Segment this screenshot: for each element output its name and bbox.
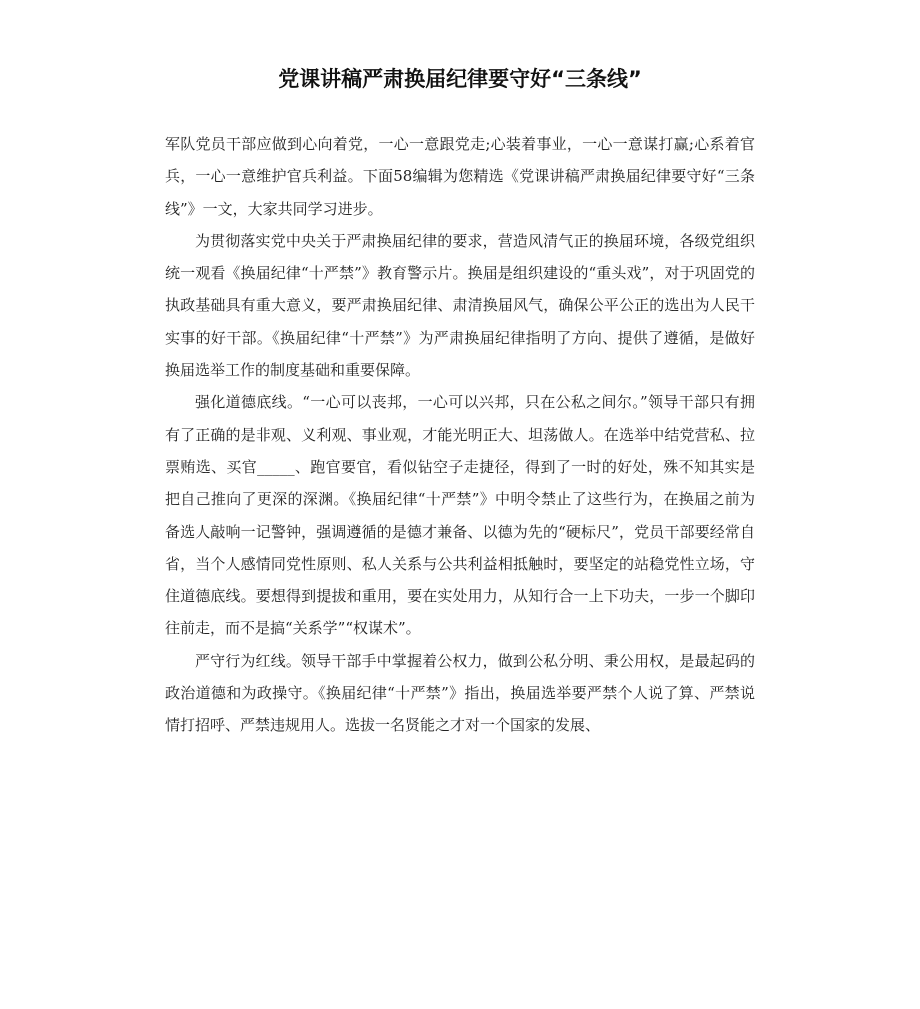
intro-paragraph: 军队党员干部应做到心向着党，一心一意跟党走;心装着事业，一心一意谋打赢;心系着官兵，一心一意维护官兵利益。下面58编辑为您精选《党课讲稿严肃换届纪律要守好“三条线”》一文，大家共同学习进步。 <box>165 135 755 218</box>
document-title: 党课讲稿严肃换届纪律要守好“三条线” <box>278 67 642 91</box>
body-paragraph-moral-bottom-line: 强化道德底线。“一心可以丧邦，一心可以兴邦，只在公私之间尔。”领导干部只有拥有了正确的是非观、义利观、事业观，才能光明正大、坦荡做人。在选举中结党营私、拉票贿选、买官_____、跑官要官，看似钻空子走捷径，得到了一时的好处，殊不知其实是把自己推向了更深的深渊。《换届纪律“十严禁”》中明令禁止了这些行为，在换届之前为备选人敲响一记警钟，强调遵循的是德才兼备、以德为先的“硬标尺”，党员干部要经常自省，当个人感情同党性原则、私人关系与公共利益相抵触时，要坚定的站稳党性立场，守住道德底线。要想得到提拔和重用，要在实处用力，从知行合一上下功夫，一步一个脚印往前走，而不是搞“关系学”“权谋术”。 <box>165 393 755 638</box>
document-body <box>165 128 755 742</box>
body-paragraph-background: 为贯彻落实党中央关于严肃换届纪律的要求，营造风清气正的换届环境，各级党组织统一观看《换届纪律“十严禁”》教育警示片。换届是组织建设的“重头戏”，对于巩固党的执政基础具有重大意义，要严肃换届纪律、肃清换届风气，确保公平公正的选出为人民干实事的好干部。《换届纪律“十严禁”》为严肃换届纪律指明了方向、提供了遵循，是做好换届选举工作的制度基础和重要保障。 <box>165 231 755 380</box>
body-paragraph-behavior-red-line: 严守行为红线。领导干部手中掌握着公权力，做到公私分明、秉公用权，是最起码的政治道德和为政操守。《换届纪律“十严禁”》指出，换届选举要严禁个人说了算、严禁说情打招呼、严禁违规用人。选拔一名贤能之才对一个国家的发展、 <box>165 651 755 735</box>
